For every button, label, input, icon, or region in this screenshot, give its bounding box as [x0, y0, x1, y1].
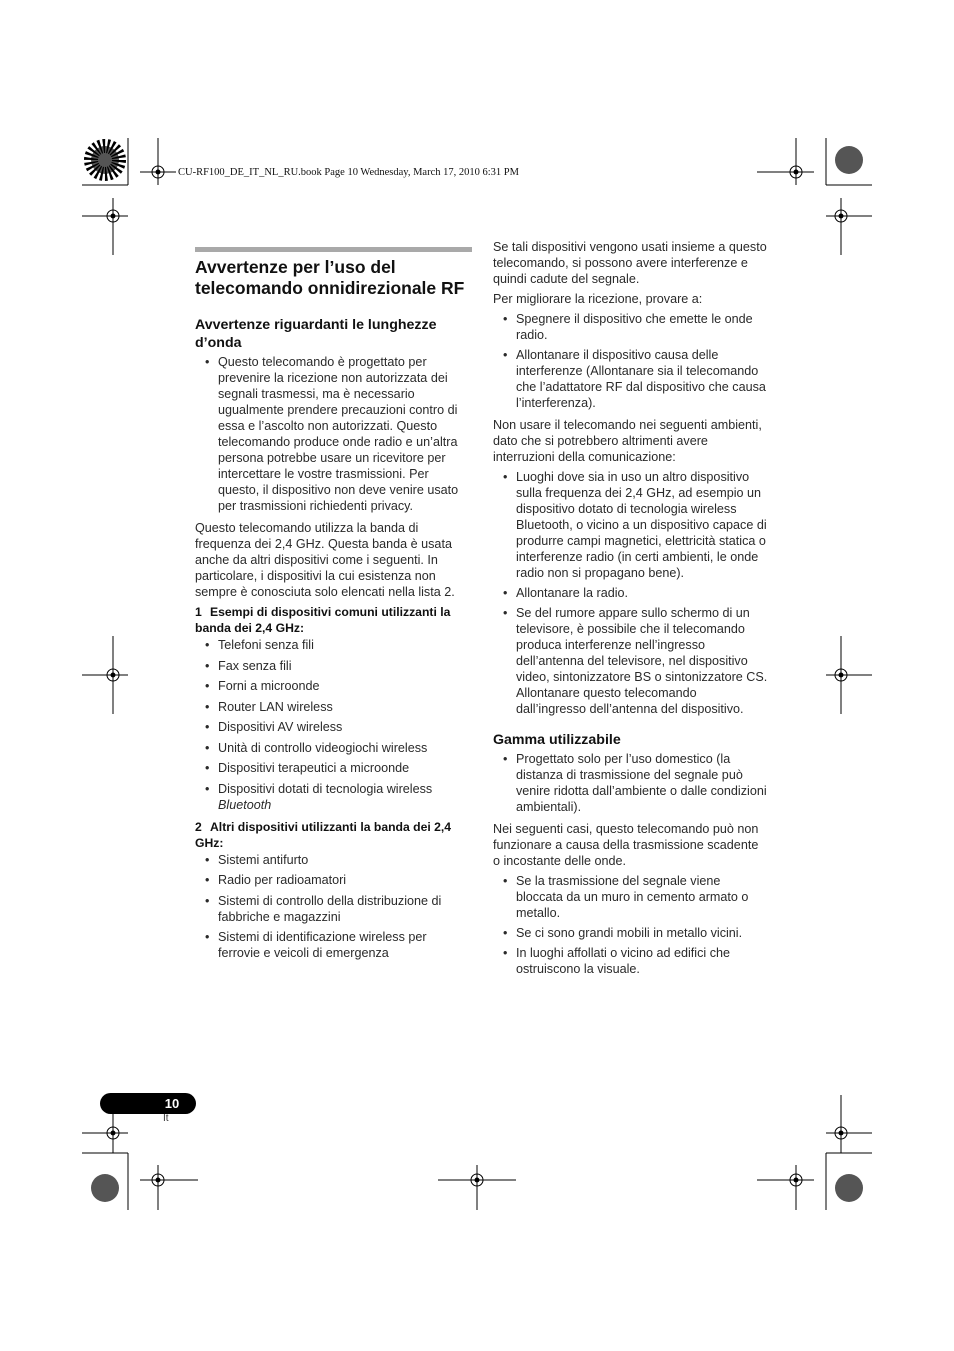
book-file-info: CU-RF100_DE_IT_NL_RU.book Page 10 Wednesday, March 17, 2010 6:31 PM — [178, 167, 519, 178]
list-item: • Sistemi di identificazione wireless per ferrovie e veicoli di emergenza — [195, 929, 472, 961]
list2-heading-text: Altri dispositivi utilizzanti la banda dei 2,4 GHz: — [195, 819, 452, 850]
common-devices-list — [195, 637, 472, 813]
list-item: • Se del rumore appare sullo schermo di un televisore, è possibile che il telecomando produca interferenze nell’ingresso dell’antenna del televisore, nel dispositivo video, sintonizzatore BS o sintonizzatore CS. Allontanare questo telecomando dall’ingresso dell’antenna del dispositivo. — [493, 605, 768, 717]
list2-number: 2 — [195, 819, 202, 834]
list-item: • Se la trasmissione del segnale viene bloccata da un muro in cemento armato o metallo. — [493, 873, 768, 921]
list2-heading — [195, 819, 472, 851]
list-item: • Progettato solo per l’uso domestico (la distanza di trasmissione del segnale può venire ridotta dall’ambiente o dalle condizioni ambientali). — [493, 751, 768, 815]
list-item: • In luoghi affollati o vicino ad edifici che ostruiscono la visuale. — [493, 945, 768, 977]
section-heading-range: Gamma utilizzabile — [493, 732, 621, 748]
avoid-intro: Non usare il telecomando nei seguenti ambienti, dato che si potrebbero altrimenti avere interruzioni della comunicazione: — [493, 418, 762, 464]
registration-target-icon — [91, 1174, 119, 1202]
section-heading-wavelength: Avvertenze riguardanti le lunghezze d’onda — [195, 317, 437, 351]
improve-intro: Per migliorare la ricezione, provare a: — [493, 292, 703, 306]
list1-number: 1 — [195, 605, 202, 619]
list-item: • Telefoni senza fili — [195, 637, 472, 653]
interference-intro: Se tali dispositivi vengono usati insieme a questo telecomando, si possono avere interferenze e quindi cadute del segnale. — [493, 240, 767, 286]
page-title: Avvertenze per l’uso del telecomando onnidirezionale RF — [195, 257, 465, 298]
list-item: • Luoghi dove sia in uso un altro dispositivo sulla frequenza dei 2,4 GHz, ad esempio un dispositivo dotato di tecnologia wireless Bluetooth, o vicino a un dispositivo capace di produrre campi magnetici, elettricità statica o interferenze radio (in certi ambienti, le onde radio non si propagano bene). — [493, 469, 768, 581]
bluetooth-term: Bluetooth — [218, 797, 272, 812]
other-devices-list — [195, 852, 472, 962]
list-item: • Allontanare la radio. — [493, 585, 768, 601]
page-number: 10 — [164, 1096, 180, 1111]
list1-heading-text: Esempi di dispositivi comuni utilizzanti la banda dei 2,4 GHz: — [195, 605, 451, 635]
list-item: • Router LAN wireless — [195, 699, 472, 715]
registration-target-icon — [835, 1174, 863, 1202]
right-column — [493, 239, 768, 983]
registration-target-icon — [91, 146, 119, 174]
list-item: • Dispositivi AV wireless — [195, 719, 472, 735]
list-item: • Allontanare il dispositivo causa delle interferenze (Allontanare sia il telecomando che l’adattatore RF dal dispositivo che causa l’interferenza). — [493, 347, 768, 411]
range-list — [493, 751, 768, 815]
band-paragraph: Questo telecomando utilizza la banda di frequenza dei 2,4 GHz. Questa banda è usata anche da altri dispositivi come i seguenti. In particolare, i dispositivi la cui esistenza non sempre è conosciuta solo elencati nella lista 2. — [195, 521, 455, 599]
list-item: • Questo telecomando è progettato per prevenire la ricezione non autorizzata dei segnali trasmessi, ma è necessario ugualmente prendere precauzioni contro di essa e l’ascolto non autorizzati. Questo telecomando produce onde radio e un’altra persona potrebbe usare un ricevitore per intercettare le vostre trasmissioni. Per questo, il dispositivo non deve venire usato per trasmissioni richiedenti privacy. — [195, 354, 472, 514]
improve-list — [493, 311, 768, 411]
wavelength-list — [195, 354, 472, 514]
list1-heading — [195, 604, 472, 636]
cases-list — [493, 873, 768, 977]
list-item — [195, 781, 472, 813]
list-item: • Dispositivi terapeutici a microonde — [195, 760, 472, 776]
list-item: • Spegnere il dispositivo che emette le onde radio. — [493, 311, 768, 343]
language-code: It — [163, 1113, 169, 1124]
registration-target-icon — [835, 146, 863, 174]
list-item: • Forni a microonde — [195, 678, 472, 694]
list-item: • Unità di controllo videogiochi wireless — [195, 740, 472, 756]
cases-intro: Nei seguenti casi, questo telecomando può non funzionare a causa della trasmissione scadente o incostante delle onde. — [493, 822, 759, 868]
list-item: • Se ci sono grandi mobili in metallo vicini. — [493, 925, 768, 941]
list-item: • Fax senza fili — [195, 658, 472, 674]
list-item: • Sistemi di controllo della distribuzione di fabbriche e magazzini — [195, 893, 472, 925]
list-item: • Sistemi antifurto — [195, 852, 472, 868]
list-item-text: Dispositivi dotati di tecnologia wireless — [218, 781, 433, 796]
avoid-list — [493, 469, 768, 717]
title-rule — [195, 247, 472, 252]
list-item: • Radio per radioamatori — [195, 872, 472, 888]
left-column — [195, 247, 472, 967]
